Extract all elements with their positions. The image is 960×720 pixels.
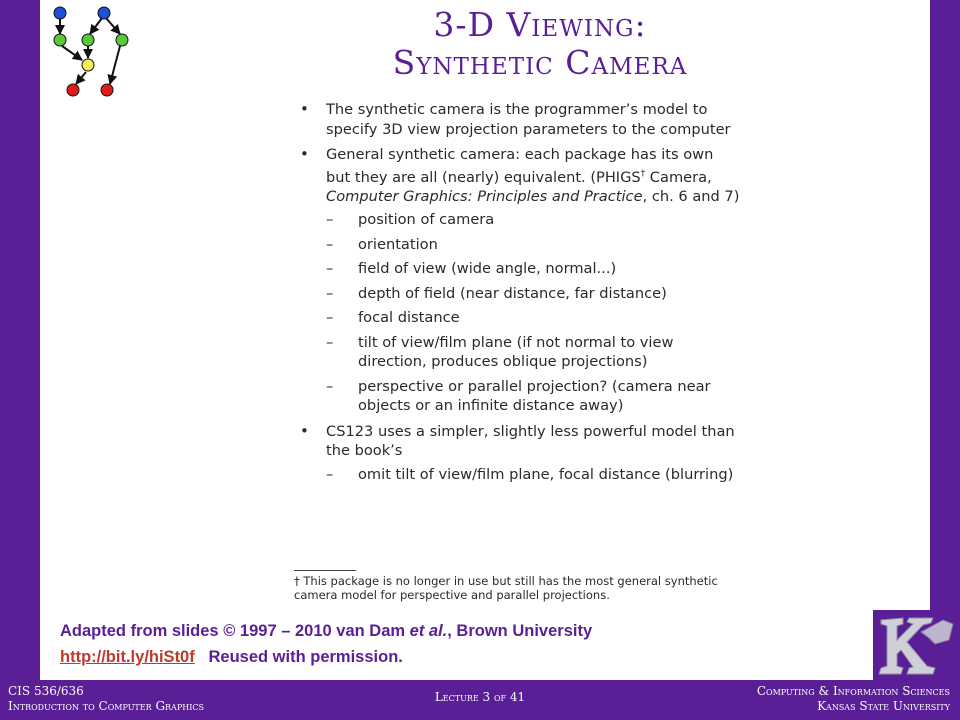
book-title: Computer Graphics: Principles and Practice [326, 187, 643, 205]
department-name: Computing & Information Sciences [756, 684, 950, 698]
credit-block [60, 620, 592, 668]
slide-body [292, 100, 742, 490]
footnote: † This package is no longer in use but still has the most general synthetic camera model for perspective and parallel projections. [294, 574, 718, 602]
bullet-3-text: CS123 uses a simpler, slightly less powerful model than the book’s [326, 422, 735, 460]
credit-text-end: , Brown University [447, 622, 593, 640]
bullet-2-text-end: , ch. 6 and 7) [642, 187, 740, 205]
credit-et-al: et al. [409, 622, 448, 640]
credit-line-2 [60, 646, 592, 668]
bullet-1-text: The synthetic camera is the programmer’s model to specify 3D view projection parameters to the computer [326, 101, 731, 138]
credit-line-1 [60, 620, 592, 642]
bullet-1 [326, 100, 742, 139]
camera-parameter-list [326, 210, 742, 416]
powercat-logo-icon [873, 610, 959, 680]
slide-title [300, 6, 780, 82]
footnote-divider [294, 570, 356, 571]
sub-bullet: – position of camera [358, 210, 742, 230]
university-name: Kansas State University [817, 699, 950, 713]
sub-bullet: – tilt of view/film plane (if not normal to view direction, produces oblique projections) [358, 333, 742, 372]
bullet-2-text-start: General synthetic camera: each package has its own but they are all (nearly) equivalent. (PHIGS [326, 146, 714, 186]
title-line-1: 3-D Viewing: [433, 5, 647, 44]
credit-text-start: Adapted from slides © 1997 – 2010 van Dam [60, 622, 410, 640]
bullet-3 [326, 422, 742, 485]
sub-bullet: – orientation [358, 235, 742, 255]
bullet-2-text-mid: Camera, [645, 168, 712, 186]
title-line-2: Synthetic Camera [392, 43, 688, 82]
dag-graph-icon [44, 4, 136, 100]
sub-bullet: – perspective or parallel projection? (camera near objects or an infinite distance away) [358, 377, 742, 416]
permission-text: Reused with permission. [194, 648, 403, 666]
course-name: Introduction to Computer Graphics [8, 699, 204, 713]
cs123-sub-list [326, 465, 742, 485]
dagger-mark: † [640, 168, 646, 179]
course-info [8, 684, 204, 714]
course-number: CIS 536/636 [8, 684, 84, 698]
sub-bullet: – field of view (wide angle, normal...) [358, 259, 742, 279]
left-purple-bar [0, 0, 40, 720]
bullet-2 [326, 145, 742, 416]
bullet-list [292, 100, 742, 484]
sub-bullet: – omit tilt of view/film plane, focal distance (blurring) [358, 465, 742, 485]
sub-bullet: – focal distance [358, 308, 742, 328]
source-link[interactable]: http://bit.ly/hiSt0f [60, 648, 195, 666]
lecture-number: Lecture 3 of 41 [434, 690, 526, 704]
department-info [757, 684, 950, 714]
sub-bullet: – depth of field (near distance, far distance) [358, 284, 742, 304]
